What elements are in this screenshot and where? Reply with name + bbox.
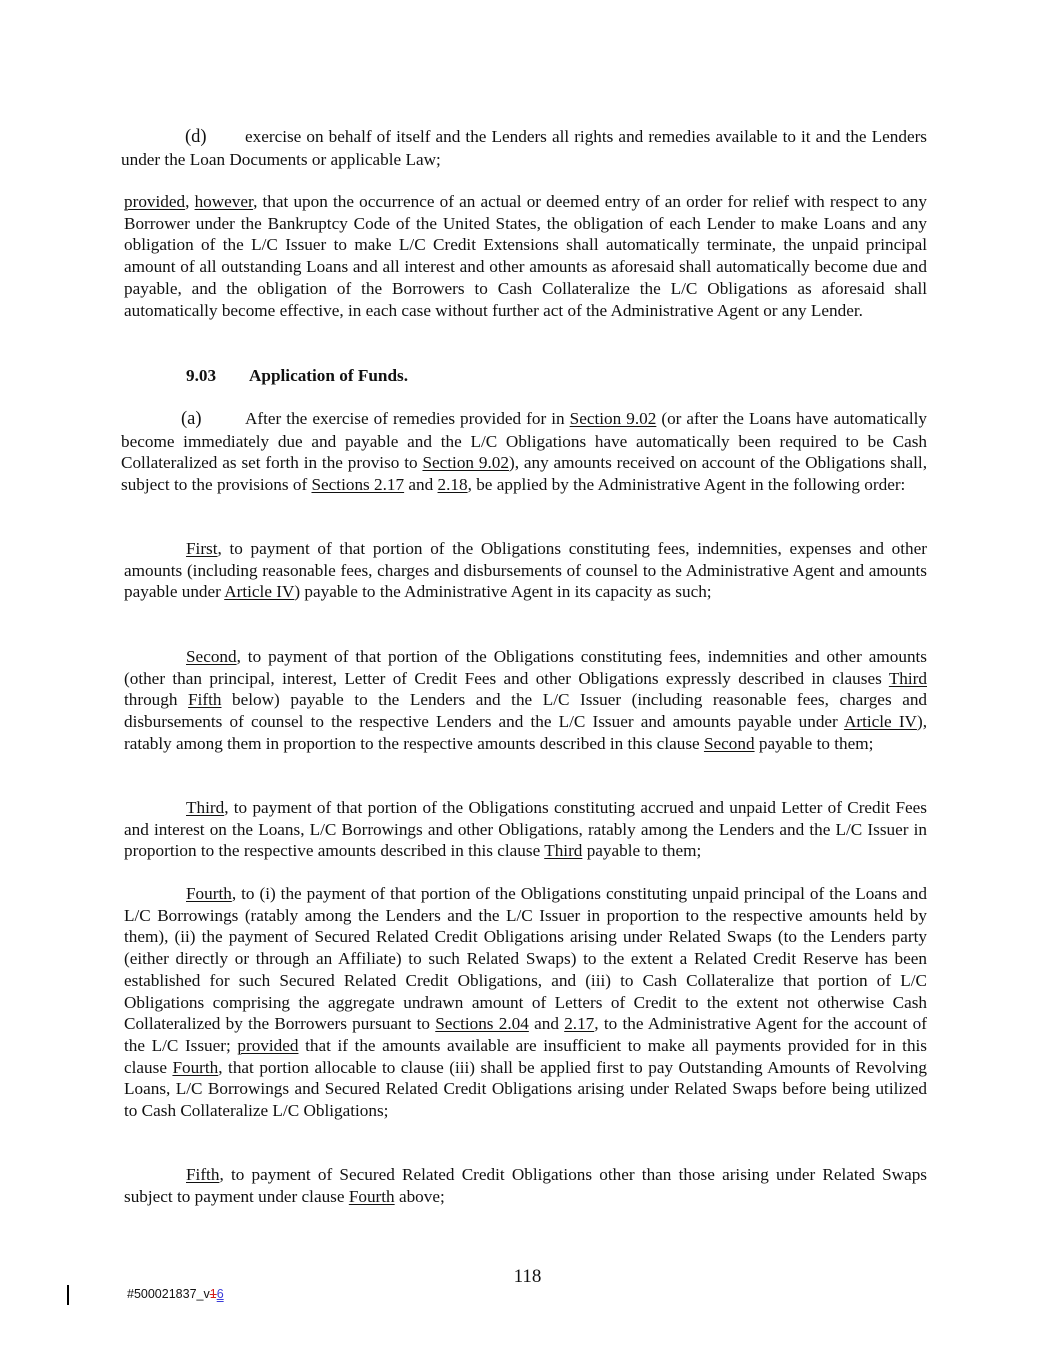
second-paragraph	[124, 646, 927, 755]
fourth-paragraph	[124, 883, 927, 1122]
proviso-term-provided: provided	[124, 192, 186, 211]
third-text-2: payable to them;	[582, 841, 702, 861]
fourth-text-3: , to the Administrative Agent for the account of the L/C Issuer;	[124, 1014, 928, 1055]
section-heading	[186, 365, 408, 387]
third-paragraph	[124, 797, 927, 862]
third-text-1: , to payment of that portion of the Obligations constituting accrued and unpaid Letter of Credit Fees and interest on the Loans, L/C Borrowings and other Obligations, ratably among the Lenders and the L/C Issuer in proportion to the respective amounts described in this clause	[124, 798, 927, 861]
document-id	[127, 1286, 224, 1302]
second-text-3: below) payable to the Lenders and the L/C Issuer (including reasonable fees, charges and disbursements of counsel to the respective Lenders and the L/C Issuer and amounts payable under	[124, 690, 928, 732]
cross-reference: 2.18	[437, 475, 468, 495]
fourth-text-4: that if the amounts available are insufficient to make all payments provided for in this clause	[124, 1035, 927, 1077]
clause-a-text-4: and	[404, 475, 438, 495]
second-text-5: payable to them;	[754, 733, 874, 753]
first-paragraph	[124, 538, 927, 603]
cross-reference: Fourth	[172, 1057, 219, 1077]
priority-term: Second	[186, 647, 237, 666]
section-number: 9.03	[186, 366, 217, 385]
cross-reference: Section 9.02	[422, 453, 509, 473]
clause-d-label: (d)	[185, 127, 207, 147]
second-text-1: , to payment of that portion of the Obligations constituting fees, indemnities and other amounts (other than principal, interest, Letter of Credit Fees and other Obligations expressly described in clauses	[124, 647, 927, 688]
proviso-separator: ,	[185, 192, 195, 211]
cross-reference: Third	[544, 841, 583, 861]
priority-term: First	[186, 539, 218, 558]
inserted-revision-number: 6	[216, 1287, 224, 1301]
fifth-text-2: above;	[394, 1186, 445, 1206]
cross-reference: Third	[888, 668, 927, 688]
clause-a-text-5: , be applied by the Administrative Agent in the following order:	[467, 475, 906, 495]
clause-d-text: exercise on behalf of itself and the Lenders all rights and remedies available to it and the Lenders under the Loan Documents or applicable Law;	[121, 127, 927, 169]
cross-reference: Fifth	[188, 690, 222, 710]
second-text-4: ), ratably among them in proportion to the respective amounts described in this clause	[124, 712, 927, 753]
cross-reference: Section 9.02	[569, 409, 657, 428]
cross-reference: 2.17	[564, 1014, 595, 1034]
fifth-paragraph	[124, 1164, 927, 1207]
document-id-prefix: #500021837_v	[127, 1287, 210, 1301]
clause-d-paragraph	[121, 126, 927, 170]
revision-change-bar	[67, 1285, 69, 1305]
second-text-2: through	[124, 690, 189, 710]
priority-term: Fifth	[186, 1165, 220, 1184]
clause-a-text-3: ), any amounts received on account of the Obligations shall, subject to the provisions of	[121, 453, 927, 495]
deleted-revision-number: 1	[209, 1287, 217, 1301]
cross-reference: Second	[703, 733, 755, 753]
cross-reference: Article IV	[843, 712, 917, 732]
cross-reference: Article IV	[224, 582, 295, 602]
proviso-term-however: however	[194, 192, 254, 211]
section-title: Application of Funds.	[249, 366, 409, 385]
cross-reference: provided	[237, 1035, 299, 1055]
priority-term: Fourth	[186, 884, 232, 903]
cross-reference: Sections 2.04	[435, 1014, 529, 1034]
cross-reference: Fourth	[348, 1186, 395, 1206]
cross-reference: Sections 2.17	[311, 475, 405, 495]
first-text-1: , to payment of that portion of the Obligations constituting fees, indemnities, expenses and other amounts (including reasonable fees, charges and disbursements of counsel to the Administrative Agent and amounts payable under	[124, 539, 927, 602]
clause-a-paragraph	[121, 408, 927, 496]
page-number: 118	[513, 1266, 542, 1287]
fourth-text-5: , that portion allocable to clause (iii) shall be applied first to pay Outstanding Amounts of Revolving Loans, L/C Borrowings and Secured Related Credit Obligations arising under Related Swaps before being utilized to Cash Collateralize L/C Obligations;	[124, 1057, 927, 1121]
fourth-text-2: and	[528, 1014, 565, 1034]
priority-term: Third	[186, 798, 225, 817]
clause-a-text-2: (or after the Loans have automatically become immediately due and payable and the L/C Obligations have automatically been required to be Cash Collateralized as set forth in the proviso to	[121, 409, 928, 473]
proviso-text: , that upon the occurrence of an actual or deemed entry of an order for relief with respect to any Borrower under the Bankruptcy Code of the United States, the obligation of each Lender to make Loans and any obligation of the L/C Issuer to make L/C Credit Extensions shall automatically terminate, the unpaid principal amount of all outstanding Loans and all interest and other amounts as aforesaid shall automatically become due and payable, and the obligation of the Borrowers to Cash Collateralize the L/C Obligations as aforesaid shall automatically become effective, in each case without further act of the Administrative Agent or any Lender.	[124, 192, 927, 320]
fifth-text-1: , to payment of Secured Related Credit Obligations other than those arising under Related Swaps subject to payment under clause	[124, 1165, 927, 1206]
proviso-paragraph	[124, 191, 927, 321]
clause-a-label: (a)	[181, 409, 202, 429]
clause-a-text-1: After the exercise of remedies provided for in	[245, 409, 570, 428]
first-text-2: ) payable to the Administrative Agent in its capacity as such;	[294, 582, 712, 602]
fourth-text-1: , to (i) the payment of that portion of the Obligations constituting unpaid principal of the Loans and L/C Borrowings (ratably among the Lenders and the L/C Issuer in proportion to the respective amounts held by them), (ii) the payment of Secured Related Credit Obligations arising under Related Swaps (to the Lenders party (either directly or through an Affiliate) to such Related Swaps) to the extent a Related Credit Reserve has been established for such Secured Related Credit Obligations, and (iii) to Cash Collateralize that portion of L/C Obligations comprising the aggregate undrawn amount of Letters of Credit to the extent not otherwise Cash Collateralized by the Borrowers pursuant to	[124, 884, 927, 1034]
